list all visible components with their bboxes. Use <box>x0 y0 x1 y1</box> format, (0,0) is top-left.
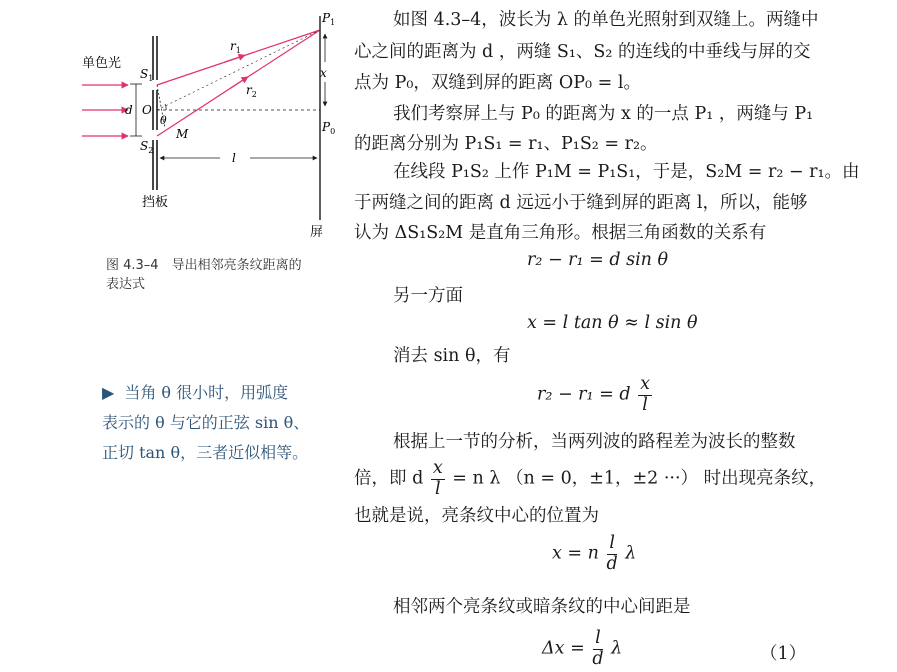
baffle-label: 挡板 <box>142 195 169 210</box>
screen-label: 屏 <box>310 225 324 240</box>
paragraph-3-line-3: 认为 ΔS₁S₂M 是直角三角形。根据三角函数的关系有 <box>354 223 767 243</box>
paragraph-4-line-1: 根据上一节的分析，当两列波的路程差为波长的整数 <box>393 432 796 452</box>
theta-label: θ <box>160 114 167 127</box>
p1-label: $P_1$ <box>322 11 336 27</box>
equation-4-lhs: x = n <box>552 543 599 564</box>
equation-5-fraction <box>592 630 603 668</box>
equation-4-numerator: l <box>609 533 615 553</box>
paragraph-1-line-2: 心之间的距离为 d ，两缝 S₁、S₂ 的连线的中垂线与屏的交 <box>354 42 811 62</box>
paragraph-1-line-3: 点为 P₀，双缝到屏的距离 OP₀ = l。 <box>354 73 641 93</box>
equation-4 <box>552 535 636 573</box>
paragraph-4-line-3: 也就是说，亮条纹中心的位置为 <box>354 506 599 526</box>
equation-5-rhs: λ <box>611 638 623 659</box>
equation-5-lhs: Δx = <box>542 638 585 659</box>
paragraph-3-line-1: 在线段 P₁S₂ 上作 P₁M = P₁S₁，于是，S₂M = r₂ − r₁。由 <box>393 162 860 182</box>
r2-label: $r_2$ <box>246 83 257 99</box>
caption-line-1: 图 4.3–4 导出相邻亮条纹距离的 <box>106 258 302 273</box>
paragraph-4-numerator: x <box>432 458 443 478</box>
triangle-marker-icon: ▶ <box>102 383 115 402</box>
r1-label: $r_1$ <box>230 39 241 55</box>
other-side-text: 另一方面 <box>393 286 463 306</box>
equation-3 <box>537 376 654 414</box>
equation-3-numerator: x <box>640 374 650 394</box>
paragraph-4-line-2-pre: 倍，即 d <box>354 468 424 489</box>
figure-caption <box>106 256 321 294</box>
baffle-plate <box>153 36 157 190</box>
equation-3-denominator: l <box>642 394 648 415</box>
side-note <box>102 378 332 468</box>
s2-label: $S_2$ <box>140 139 154 155</box>
paragraph-2-line-1: 我们考察屏上与 P₀ 的距离为 x 的一点 P₁ ，两缝与 P₁ <box>393 104 814 124</box>
adjacent-text: 相邻两个亮条纹或暗条纹的中心间距是 <box>393 597 691 617</box>
equation-2: x = l tan θ ≈ l sin θ <box>527 313 698 333</box>
theta-arc <box>165 104 166 110</box>
s1-label: $S_1$ <box>140 67 154 83</box>
m-label: M <box>176 127 189 141</box>
paragraph-1-line-1: 如图 4.3–4，波长为 λ 的单色光照射到双缝上。两缝中 <box>393 10 819 30</box>
equation-4-fraction <box>607 535 618 573</box>
side-note-line-3: 正切 tan θ，三者近似相等。 <box>102 443 309 462</box>
paragraph-4-fraction <box>431 460 445 498</box>
ray-r1-arrow <box>225 55 245 62</box>
o-p1-line <box>157 30 320 110</box>
paragraph-4-denominator: l <box>434 478 441 499</box>
equation-5-denominator: d <box>592 648 604 669</box>
paragraph-4-line-2 <box>354 460 826 498</box>
side-note-line-2: 表示的 θ 与它的正弦 sin θ、 <box>102 413 310 432</box>
double-slit-figure <box>70 0 360 250</box>
equation-4-rhs: λ <box>625 543 637 564</box>
paragraph-2-line-2: 的距离分别为 P₁S₁ = r₁、P₁S₂ = r₂。 <box>354 134 658 154</box>
p0-label: $P_0$ <box>322 120 336 136</box>
x-label: x <box>320 66 327 80</box>
light-label: 单色光 <box>82 56 122 71</box>
equation-1: r₂ − r₁ = d sin θ <box>527 250 669 270</box>
paragraph-3-line-2: 于两缝之间的距离 d 远远小于缝到屏的距离 l，所以，能够 <box>354 193 808 213</box>
equation-3-lhs: r₂ − r₁ = d <box>537 384 631 405</box>
equation-4-denominator: d <box>606 553 618 574</box>
d-label: d <box>125 103 133 117</box>
equation-5-numerator: l <box>595 628 601 648</box>
equation-5-number: （1） <box>760 644 807 664</box>
side-note-line-1: ▶ 当角 θ 很小时，用弧度 <box>102 383 289 402</box>
equation-5 <box>542 630 622 668</box>
caption-line-2: 表达式 <box>106 277 146 292</box>
equation-3-fraction <box>638 376 652 414</box>
eliminate-text: 消去 sin θ，有 <box>393 346 511 366</box>
o-label: O <box>142 103 152 117</box>
l-label: l <box>232 151 236 165</box>
paragraph-4-line-2-post: = n λ （n = 0，±1，±2 ···） 时出现亮条纹， <box>452 468 827 489</box>
